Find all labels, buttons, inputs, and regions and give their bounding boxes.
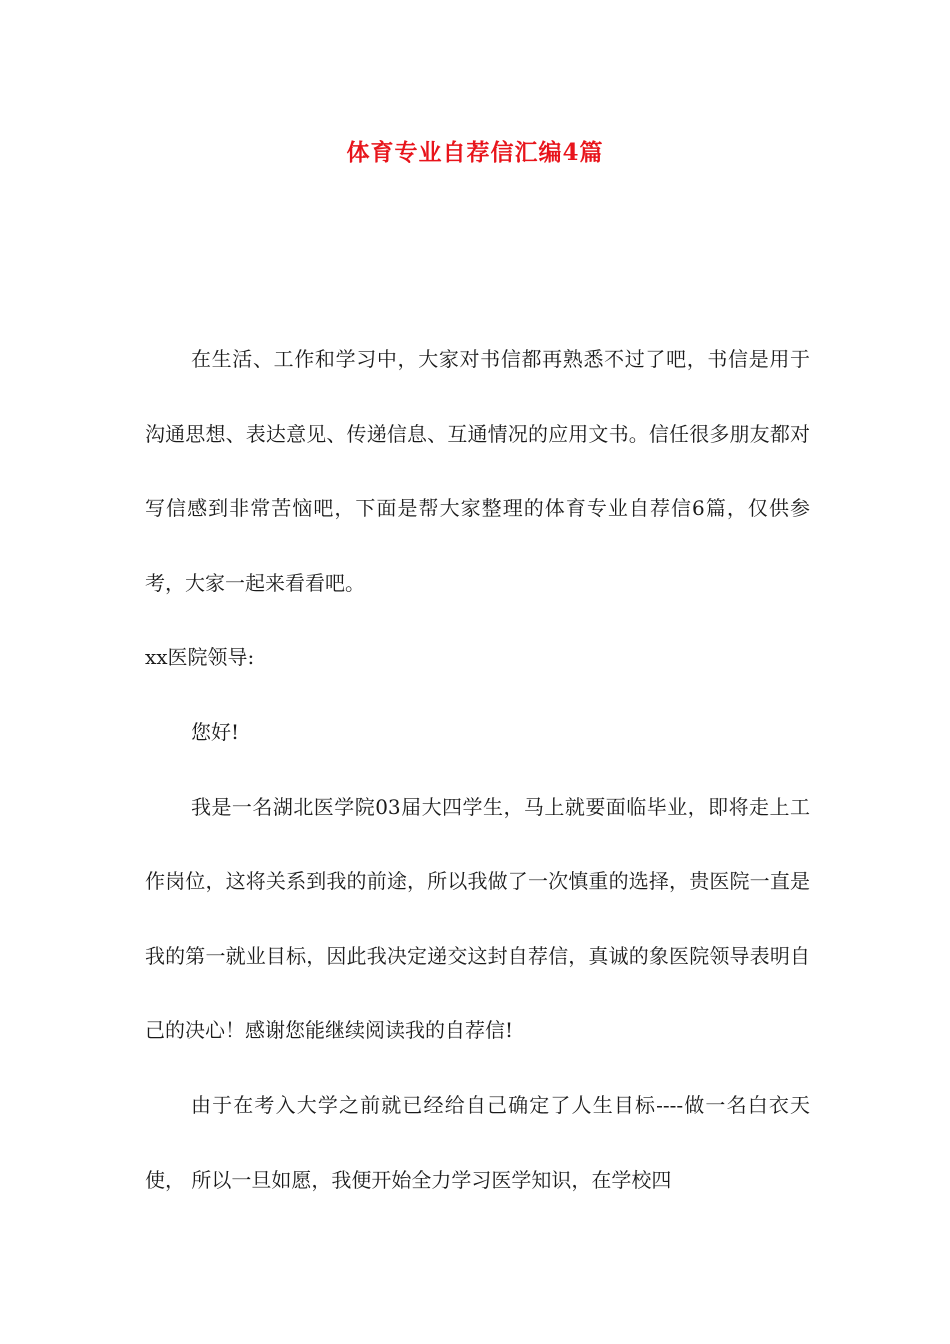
salutation: xx医院领导: [145,645,255,670]
document-title: 体育专业自荐信汇编4篇 [346,139,604,166]
greeting: 您好! [191,719,240,744]
document-body [145,322,810,1217]
body-paragraph-1: 我是一名湖北医学院03届大四学生，马上就要面临毕业，即将走上工作岗位，这将关系到我的前途，所以我做了一次慎重的选择，贵医院一直是我的第一就业目标，因此我决定递交这封自荐信，真诚的象医院领导表明自己的决心！感谢您能继续阅读我的自荐信! [145,794,810,1043]
intro-paragraph: 在生活、工作和学习中，大家对书信都再熟悉不过了吧，书信是用于沟通思想、表达意见、传递信息、互通情况的应用文书。信任很多朋友都对写信感到非常苦恼吧，下面是帮大家整理的体育专业自荐信6篇，仅供参考，大家一起来看看吧。 [145,347,810,595]
body-paragraph-2: 由于在考入大学之前就已经给自己确定了人生目标----做一名白衣天使， 所以一旦如愿，我便开始全力学习医学知识，在学校四 [145,1092,810,1192]
